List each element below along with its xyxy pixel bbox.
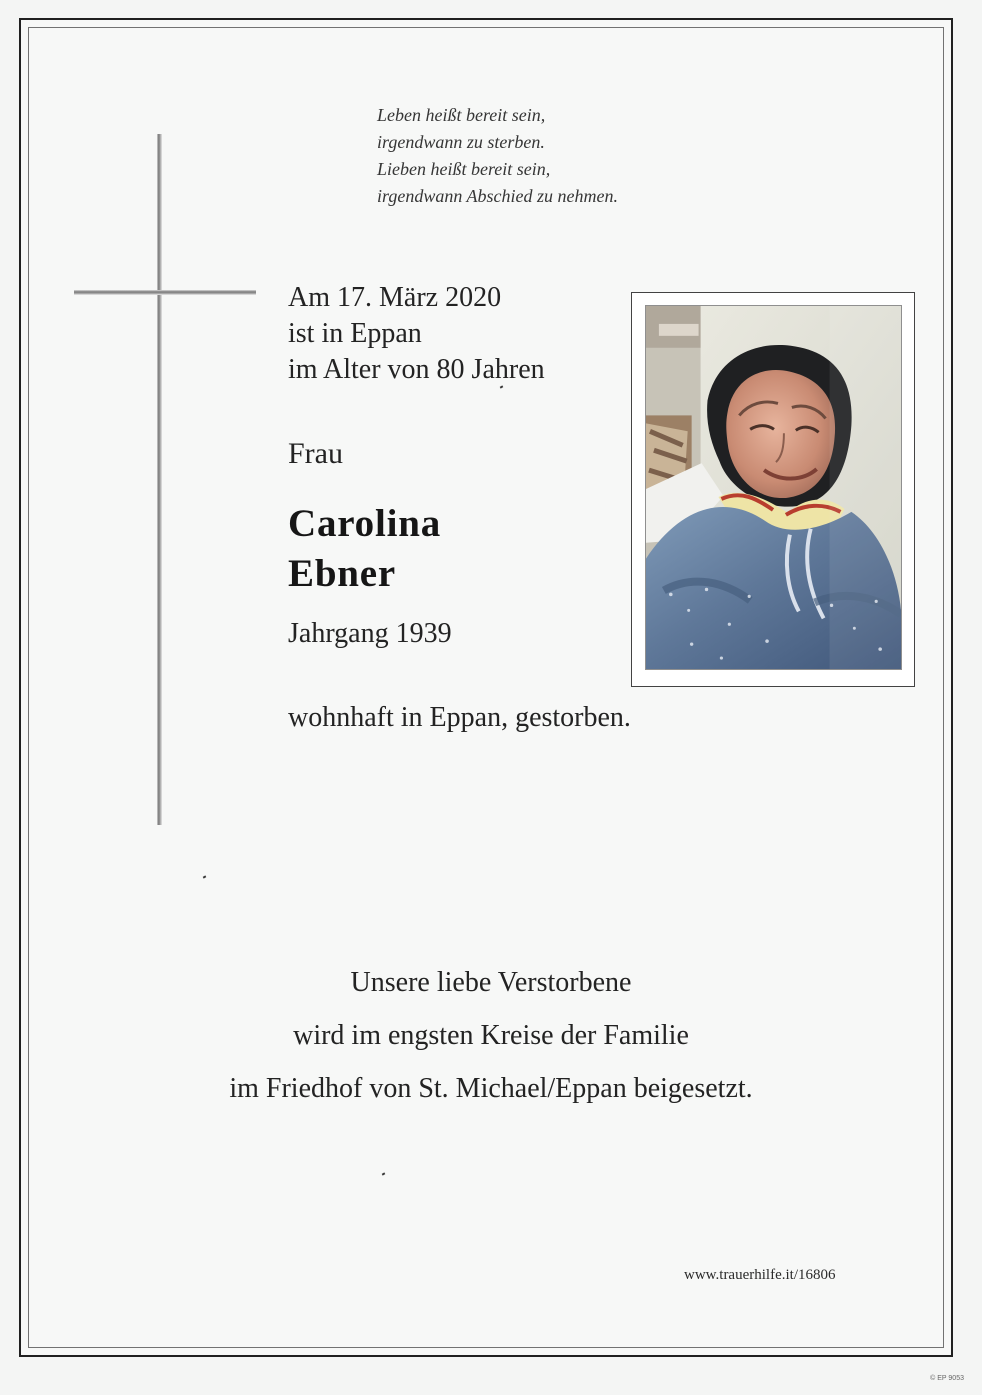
death-date: Am 17. März 2020 bbox=[288, 282, 502, 313]
reference-code: © EP 9053 bbox=[930, 1375, 964, 1382]
cross-icon bbox=[74, 134, 256, 825]
age-at-death: im Alter von 80 Jahren bbox=[288, 354, 545, 385]
residence-statement: wohnhaft in Eppan, gestorben. bbox=[288, 702, 631, 733]
honorific-title: Frau bbox=[288, 437, 343, 470]
burial-line-2: wird im engsten Kreise der Familie bbox=[293, 1020, 689, 1051]
burial-line-3: im Friedhof von St. Michael/Eppan beigesetzt. bbox=[229, 1073, 753, 1104]
cross-vertical-bar bbox=[157, 134, 162, 825]
memorial-quote bbox=[377, 102, 737, 210]
deceased-name bbox=[288, 499, 441, 599]
death-announcement bbox=[288, 280, 545, 388]
portrait-frame bbox=[631, 292, 915, 687]
quote-line-3: Lieben heißt bereit sein, bbox=[377, 159, 551, 179]
cross-horizontal-bar bbox=[74, 290, 256, 295]
portrait-illustration bbox=[646, 306, 901, 669]
quote-line-2: irgendwann zu sterben. bbox=[377, 132, 545, 152]
portrait-photo bbox=[645, 305, 902, 670]
quote-line-1: Leben heißt bereit sein, bbox=[377, 105, 546, 125]
first-name: Carolina bbox=[288, 502, 442, 545]
death-place: ist in Eppan bbox=[288, 318, 422, 349]
last-name: Ebner bbox=[288, 552, 397, 595]
birth-year: Jahrgang 1939 bbox=[288, 618, 452, 649]
burial-line-1: Unsere liebe Verstorbene bbox=[350, 967, 632, 998]
memorial-website: www.trauerhilfe.it/16806 bbox=[684, 1267, 836, 1283]
burial-notice bbox=[0, 956, 982, 1115]
quote-line-4: irgendwann Abschied zu nehmen. bbox=[377, 186, 618, 206]
